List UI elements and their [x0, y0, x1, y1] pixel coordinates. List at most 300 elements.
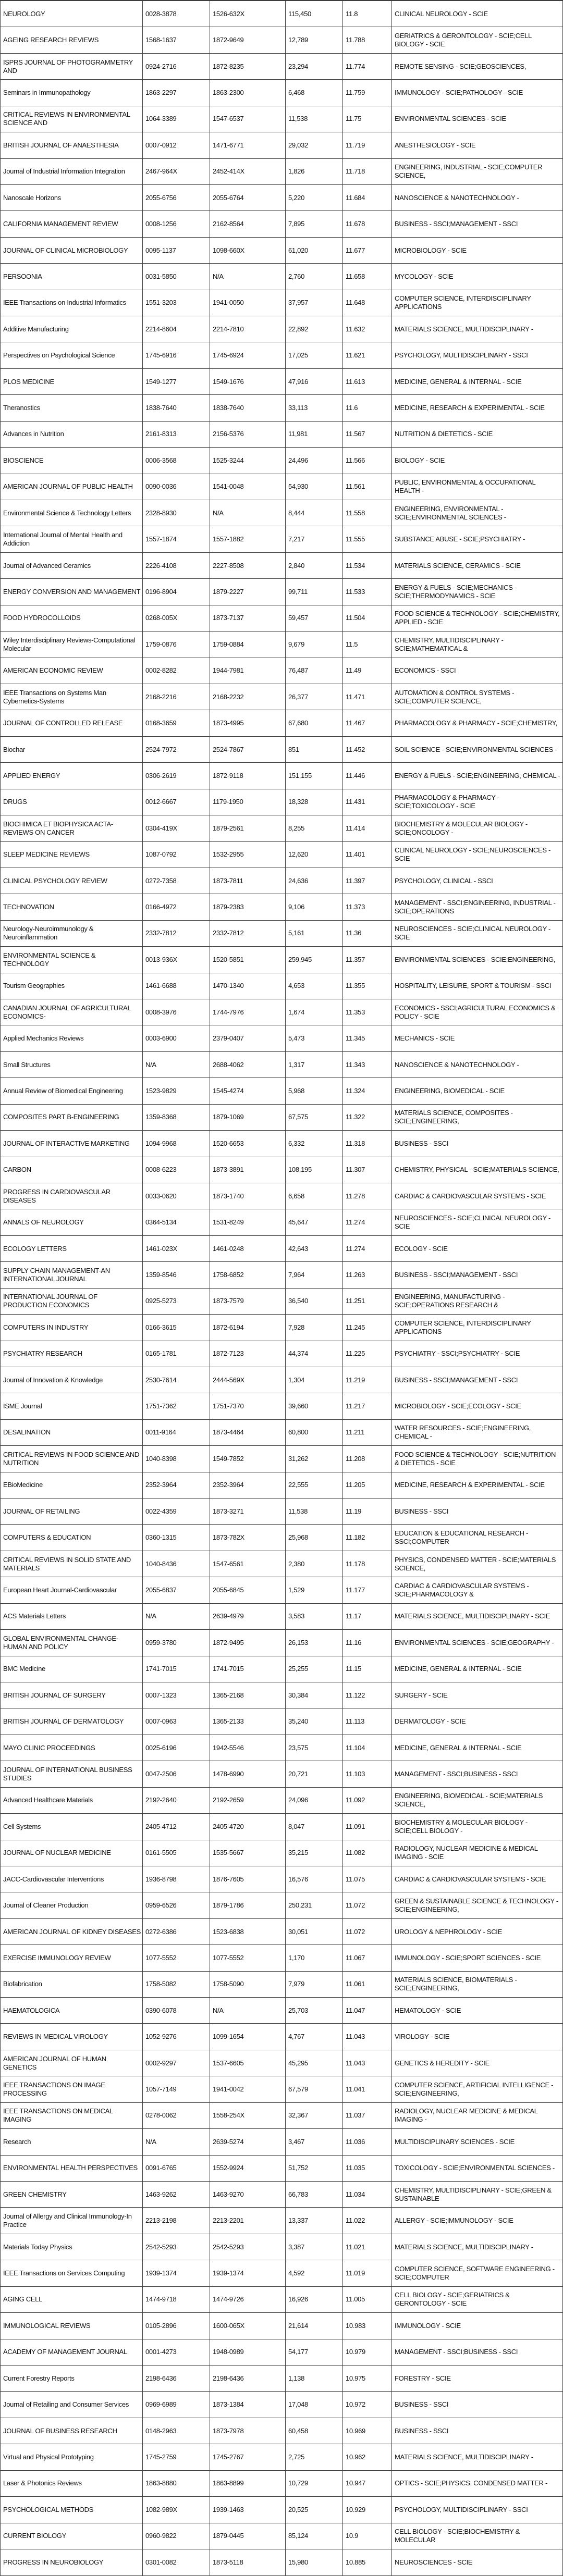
impact-factor-cell: 11.36	[343, 921, 392, 946]
table-row	[1, 2050, 562, 2076]
table-row	[1, 658, 562, 684]
issn-cell: 0304-419X	[143, 815, 210, 841]
journal-name-cell: Perspectives on Psychological Science	[1, 342, 143, 368]
journal-name-cell: CARBON	[1, 1157, 143, 1183]
impact-factor-cell: 11.8	[343, 1, 392, 27]
total-cites-cell: 108,195	[286, 1157, 343, 1183]
issn-cell: 1040-8398	[143, 1446, 210, 1471]
total-cites-cell: 7,979	[286, 1972, 343, 1997]
category-cell: CELL BIOLOGY - SCIE;GERIATRICS & GERONTOLOGY - SCIE	[395, 2291, 510, 2308]
impact-factor-cell: 10.9	[343, 2523, 392, 2549]
category-cell: SUBSTANCE ABUSE - SCIE;PSYCHIATRY -	[395, 535, 525, 543]
eissn-cell: 1365-2133	[210, 1708, 286, 1734]
category-cell: MATERIALS SCIENCE, CERAMICS - SCIE	[395, 561, 521, 569]
eissn-cell: 2156-5376	[210, 422, 286, 447]
impact-factor-cell: 10.975	[343, 2366, 392, 2391]
issn-cell: 0360-1315	[143, 1525, 210, 1550]
eissn-cell: 1741-7015	[210, 1656, 286, 1682]
eissn-cell: 2352-3964	[210, 1472, 286, 1498]
total-cites-cell: 24,636	[286, 868, 343, 894]
table-row	[1, 605, 562, 631]
total-cites-cell: 36,540	[286, 1289, 343, 1314]
table-row	[1, 684, 562, 710]
issn-cell: 2226-4108	[143, 553, 210, 578]
category-cell: PSYCHOLOGY, MULTIDISCIPLINARY - SSCI	[395, 2505, 528, 2513]
impact-factor-cell: 11.035	[343, 2156, 392, 2181]
eissn-cell: 1941-0050	[210, 290, 286, 316]
category-cell: IMMUNOLOGY - SCIE;SPORT SCIENCES - SCIE	[395, 1953, 541, 1962]
category-cell: HEMATOLOGY - SCIE	[395, 2006, 461, 2014]
total-cites-cell: 7,217	[286, 526, 343, 552]
table-row	[1, 1761, 562, 1787]
total-cites-cell: 76,487	[286, 658, 343, 684]
issn-cell: 1549-1277	[143, 369, 210, 394]
impact-factor-cell: 11.343	[343, 1052, 392, 1078]
issn-cell: 2055-6837	[143, 1577, 210, 1603]
total-cites-cell: 23,294	[286, 54, 343, 79]
journal-name-cell: NEUROLOGY	[1, 1, 143, 27]
total-cites-cell: 37,957	[286, 290, 343, 316]
impact-factor-cell: 11.774	[343, 54, 392, 79]
table-row	[1, 211, 562, 237]
category-cell: ENGINEERING, BIOMEDICAL - SCIE;MATERIALS SCIENCE,	[395, 1792, 543, 1809]
total-cites-cell: 54,930	[286, 474, 343, 500]
total-cites-cell: 1,170	[286, 1945, 343, 1971]
table-row	[1, 1262, 562, 1288]
total-cites-cell: 67,575	[286, 1105, 343, 1130]
category-cell: MATERIALS SCIENCE, BIOMATERIALS - SCIE;ENGINEERING,	[395, 1976, 517, 1992]
impact-factor-cell: 11.075	[343, 1866, 392, 1892]
journal-name-cell: IMMUNOLOGICAL REVIEWS	[1, 2313, 143, 2338]
eissn-cell: 1873-7978	[210, 2418, 286, 2444]
journal-name-cell: INTERNATIONAL JOURNAL OF PRODUCTION ECONOMICS	[1, 1289, 143, 1314]
issn-cell: 0105-2896	[143, 2313, 210, 2338]
eissn-cell: 1520-6653	[210, 1131, 286, 1156]
category-cell: MATERIALS SCIENCE, MULTIDISCIPLINARY -	[395, 2243, 533, 2251]
total-cites-cell: 4,653	[286, 973, 343, 999]
journal-name-cell: AGEING RESEARCH REVIEWS	[1, 27, 143, 53]
journal-name-cell: JOURNAL OF NUCLEAR MEDICINE	[1, 1840, 143, 1866]
issn-cell: 0969-6989	[143, 2392, 210, 2417]
total-cites-cell: 23,575	[286, 1735, 343, 1761]
journal-name-cell: EXERCISE IMMUNOLOGY REVIEW	[1, 1945, 143, 1971]
total-cites-cell: 26,377	[286, 684, 343, 710]
eissn-cell: 1478-6990	[210, 1761, 286, 1787]
issn-cell: 2352-3964	[143, 1472, 210, 1498]
issn-cell: 0278-0062	[143, 2103, 210, 2128]
category-cell: ENVIRONMENTAL SCIENCES - SCIE;ENGINEERING,	[395, 955, 556, 963]
eissn-cell: 1758-6852	[210, 1262, 286, 1287]
impact-factor-cell: 11.067	[343, 1945, 392, 1971]
category-cell: REMOTE SENSING - SCIE;GEOSCIENCES,	[395, 62, 527, 70]
category-cell: BUSINESS - SSCI	[395, 1507, 449, 1515]
issn-cell: 2198-6436	[143, 2366, 210, 2391]
table-row	[1, 1341, 562, 1367]
table-row	[1, 1551, 562, 1577]
issn-cell: 1461-023X	[143, 1236, 210, 1261]
journal-name-cell: AGING CELL	[1, 2287, 143, 2312]
journal-name-cell: PSYCHIATRY RESEARCH	[1, 1341, 143, 1367]
impact-factor-cell: 11.632	[343, 316, 392, 342]
total-cites-cell: 3,583	[286, 1604, 343, 1629]
journal-name-cell: Annual Review of Biomedical Engineering	[1, 1078, 143, 1104]
journal-name-cell: EBioMedicine	[1, 1472, 143, 1498]
impact-factor-cell: 10.972	[343, 2392, 392, 2417]
table-row	[1, 1315, 562, 1341]
eissn-cell: 1873-7579	[210, 1289, 286, 1314]
eissn-cell: 1541-0048	[210, 474, 286, 500]
category-cell: PHARMACOLOGY & PHARMACY - SCIE;CHEMISTRY,	[395, 719, 557, 727]
impact-factor-cell: 11.5	[343, 631, 392, 657]
table-row	[1, 2103, 562, 2129]
total-cites-cell: 32,367	[286, 2103, 343, 2128]
journal-name-cell: Cell Systems	[1, 1814, 143, 1839]
eissn-cell: 2379-0407	[210, 1025, 286, 1051]
category-cell: COMPUTER SCIENCE, INTERDISCIPLINARY APPLICATIONS	[395, 294, 531, 311]
journal-name-cell: Theranostics	[1, 395, 143, 420]
category-cell: IMMUNOLOGY - SCIE	[395, 2321, 461, 2330]
total-cites-cell: 259,945	[286, 947, 343, 972]
total-cites-cell: 9,106	[286, 894, 343, 920]
eissn-cell: 1520-5851	[210, 947, 286, 972]
eissn-cell: 1545-4274	[210, 1078, 286, 1104]
table-row	[1, 999, 562, 1025]
table-row	[1, 2024, 562, 2050]
impact-factor-cell: 11.263	[343, 1262, 392, 1287]
impact-factor-cell: 11.005	[343, 2287, 392, 2312]
category-cell: MICROBIOLOGY - SCIE;ECOLOGY - SCIE	[395, 1402, 521, 1410]
issn-cell: 1040-8436	[143, 1551, 210, 1577]
table-row	[1, 710, 562, 736]
issn-cell: 1474-9718	[143, 2287, 210, 2312]
total-cites-cell: 1,826	[286, 159, 343, 184]
issn-cell: 0959-6526	[143, 1892, 210, 1918]
total-cites-cell: 60,800	[286, 1420, 343, 1445]
total-cites-cell: 16,926	[286, 2287, 343, 2312]
total-cites-cell: 1,304	[286, 1367, 343, 1393]
category-cell: MATERIALS SCIENCE, MULTIDISCIPLINARY -	[395, 2453, 533, 2461]
impact-factor-cell: 11.113	[343, 1708, 392, 1734]
issn-cell: 0007-0912	[143, 132, 210, 158]
table-row	[1, 1735, 562, 1761]
total-cites-cell: 18,328	[286, 789, 343, 815]
total-cites-cell: 67,680	[286, 710, 343, 736]
impact-factor-cell: 11.047	[343, 1998, 392, 2023]
category-cell: CLINICAL NEUROLOGY - SCIE;NEUROSCIENCES - SCIE	[395, 846, 551, 863]
total-cites-cell: 8,047	[286, 1814, 343, 1839]
table-row	[1, 1472, 562, 1498]
impact-factor-cell: 11.555	[343, 526, 392, 552]
eissn-cell: 2055-6764	[210, 185, 286, 210]
table-row	[1, 2287, 562, 2313]
journal-name-cell: BMC Medicine	[1, 1656, 143, 1682]
table-row	[1, 842, 562, 868]
total-cites-cell: 3,467	[286, 2129, 343, 2154]
impact-factor-cell: 11.658	[343, 264, 392, 289]
issn-cell: 0002-9297	[143, 2050, 210, 2076]
category-cell: ANESTHESIOLOGY - SCIE	[395, 141, 476, 149]
issn-cell: 2055-6756	[143, 185, 210, 210]
table-row	[1, 448, 562, 474]
total-cites-cell: 11,981	[286, 422, 343, 447]
impact-factor-cell: 11.318	[343, 1131, 392, 1156]
category-cell: ECOLOGY - SCIE	[395, 1244, 448, 1253]
journal-name-cell: Small Structures	[1, 1052, 143, 1078]
impact-factor-cell: 10.983	[343, 2313, 392, 2338]
journal-name-cell: CANADIAN JOURNAL OF AGRICULTURAL ECONOMICS-	[1, 999, 143, 1025]
journal-name-cell: IEEE Transactions on Services Computing	[1, 2260, 143, 2286]
journal-name-cell: CALIFORNIA MANAGEMENT REVIEW	[1, 211, 143, 237]
total-cites-cell: 35,215	[286, 1840, 343, 1866]
category-cell: MEDICINE, RESEARCH & EXPERIMENTAL - SCIE	[395, 1481, 545, 1489]
table-row	[1, 2260, 562, 2286]
issn-cell: 0306-2619	[143, 763, 210, 788]
category-cell: CELL BIOLOGY - SCIE;BIOCHEMISTRY & MOLECULAR	[395, 2528, 520, 2544]
table-row	[1, 1945, 562, 1971]
category-cell: ENGINEERING, ENVIRONMENTAL - SCIE;ENVIRONMENTAL SCIENCES -	[395, 504, 506, 521]
issn-cell: 0390-6078	[143, 1998, 210, 2023]
eissn-cell: 1558-254X	[210, 2103, 286, 2128]
eissn-cell: 2332-7812	[210, 921, 286, 946]
total-cites-cell: 29,032	[286, 132, 343, 158]
impact-factor-cell: 10.979	[343, 2339, 392, 2365]
table-row	[1, 1788, 562, 1814]
issn-cell: 0091-6765	[143, 2156, 210, 2181]
total-cites-cell: 7,928	[286, 1315, 343, 1340]
impact-factor-cell: 10.962	[343, 2444, 392, 2470]
category-cell: PSYCHOLOGY, CLINICAL - SSCI	[395, 876, 493, 885]
category-cell: ENVIRONMENTAL SCIENCES - SCIE	[395, 115, 506, 123]
category-cell: PSYCHIATRY - SSCI;PSYCHIATRY - SCIE	[395, 1349, 520, 1358]
eissn-cell: 2639-5274	[210, 2129, 286, 2154]
total-cites-cell: 11,538	[286, 106, 343, 132]
category-cell: MICROBIOLOGY - SCIE	[395, 246, 467, 254]
table-row	[1, 1498, 562, 1525]
issn-cell: 1064-3389	[143, 106, 210, 132]
total-cites-cell: 15,980	[286, 2549, 343, 2575]
issn-cell: 0007-1323	[143, 1682, 210, 1708]
eissn-cell: 1876-7605	[210, 1866, 286, 1892]
table-row	[1, 1866, 562, 1892]
issn-cell: 0268-005X	[143, 605, 210, 631]
eissn-cell: 2214-7810	[210, 316, 286, 342]
table-row	[1, 1446, 562, 1472]
impact-factor-cell: 11.072	[343, 1919, 392, 1945]
eissn-cell: 2055-6845	[210, 1577, 286, 1603]
eissn-cell: 2162-8564	[210, 211, 286, 237]
total-cites-cell: 5,220	[286, 185, 343, 210]
journal-name-cell: GREEN CHEMISTRY	[1, 2182, 143, 2207]
total-cites-cell: 25,255	[286, 1656, 343, 1682]
table-row	[1, 2156, 562, 2182]
journal-name-cell: ENERGY CONVERSION AND MANAGEMENT	[1, 579, 143, 604]
impact-factor-cell: 11.718	[343, 159, 392, 184]
eissn-cell: 1535-5667	[210, 1840, 286, 1866]
table-row	[1, 894, 562, 920]
eissn-cell: 1098-660X	[210, 238, 286, 263]
journal-name-cell: Biochar	[1, 737, 143, 762]
impact-factor-cell: 11.759	[343, 80, 392, 105]
category-cell: OPTICS - SCIE;PHYSICS, CONDENSED MATTER -	[395, 2479, 547, 2487]
journal-name-cell: AMERICAN JOURNAL OF HUMAN GENETICS	[1, 2050, 143, 2076]
eissn-cell: 1758-5090	[210, 1972, 286, 1997]
category-cell: MEDICINE, GENERAL & INTERNAL - SCIE	[395, 1665, 522, 1673]
journal-name-cell: APPLIED ENERGY	[1, 763, 143, 788]
eissn-cell: 2198-6436	[210, 2366, 286, 2391]
eissn-cell: 2168-2232	[210, 684, 286, 710]
journal-name-cell: Journal of Innovation & Knowledge	[1, 1367, 143, 1393]
category-cell: PUBLIC, ENVIRONMENTAL & OCCUPATIONAL HEALTH -	[395, 478, 535, 495]
impact-factor-cell: 11.219	[343, 1367, 392, 1393]
issn-cell: 0095-1137	[143, 238, 210, 263]
table-row	[1, 27, 562, 53]
total-cites-cell: 47,916	[286, 369, 343, 394]
category-cell: CARDIAC & CARDIOVASCULAR SYSTEMS - SCIE	[395, 1875, 546, 1883]
total-cites-cell: 35,240	[286, 1708, 343, 1734]
journal-name-cell: CURRENT BIOLOGY	[1, 2523, 143, 2549]
category-cell: HOSPITALITY, LEISURE, SPORT & TOURISM - SSCI	[395, 982, 552, 990]
category-cell: NANOSCIENCE & NANOTECHNOLOGY -	[395, 1060, 519, 1069]
eissn-cell: 2192-2659	[210, 1788, 286, 1813]
table-row	[1, 342, 562, 368]
category-cell: MEDICINE, GENERAL & INTERNAL - SCIE	[395, 1743, 522, 1752]
impact-factor-cell: 11.533	[343, 579, 392, 604]
impact-factor-cell: 11.324	[343, 1078, 392, 1104]
impact-factor-cell: 11.034	[343, 2182, 392, 2207]
impact-factor-cell: 11.16	[343, 1630, 392, 1655]
impact-factor-cell: 11.041	[343, 2076, 392, 2102]
category-cell: SURGERY - SCIE	[395, 1691, 448, 1699]
total-cites-cell: 1,317	[286, 1052, 343, 1078]
eissn-cell: 1552-9924	[210, 2156, 286, 2181]
issn-cell: 2530-7614	[143, 1367, 210, 1393]
impact-factor-cell: 11.072	[343, 1892, 392, 1918]
issn-cell: 1052-9276	[143, 2024, 210, 2049]
journal-name-cell: PERSOONIA	[1, 264, 143, 289]
impact-factor-cell: 11.061	[343, 1972, 392, 1997]
category-cell: CHEMISTRY, PHYSICAL - SCIE;MATERIALS SCIENCE,	[395, 1166, 559, 1174]
issn-cell: 0001-4273	[143, 2339, 210, 2365]
total-cites-cell: 45,295	[286, 2050, 343, 2076]
issn-cell: 0272-7358	[143, 868, 210, 894]
table-row	[1, 54, 562, 80]
issn-cell: 0022-4359	[143, 1498, 210, 1524]
table-row	[1, 1972, 562, 1998]
category-cell: GREEN & SUSTAINABLE SCIENCE & TECHNOLOGY - SCIE;ENGINEERING,	[395, 1897, 558, 1914]
journal-name-cell: Research	[1, 2129, 143, 2154]
journal-name-cell: IEEE TRANSACTIONS ON IMAGE PROCESSING	[1, 2076, 143, 2102]
table-row	[1, 579, 562, 605]
impact-factor-cell: 11.357	[343, 947, 392, 972]
total-cites-cell: 25,968	[286, 1525, 343, 1550]
table-row	[1, 1998, 562, 2024]
impact-factor-cell: 11.353	[343, 999, 392, 1025]
category-cell: MATERIALS SCIENCE, COMPOSITES - SCIE;ENGINEERING,	[395, 1109, 513, 1125]
category-cell: GENETICS & HEREDITY - SCIE	[395, 2059, 489, 2067]
eissn-cell: 2405-4720	[210, 1814, 286, 1839]
journal-name-cell: Journal of Advanced Ceramics	[1, 553, 143, 578]
journal-name-cell: ACS Materials Letters	[1, 1604, 143, 1629]
issn-cell: 1758-5082	[143, 1972, 210, 1997]
journal-name-cell: Additive Manufacturing	[1, 316, 143, 342]
eissn-cell: 1879-0445	[210, 2523, 286, 2549]
journal-name-cell: Seminars in Immunopathology	[1, 80, 143, 105]
journal-name-cell: SLEEP MEDICINE REVIEWS	[1, 842, 143, 868]
table-row	[1, 947, 562, 973]
journal-name-cell: Nanoscale Horizons	[1, 185, 143, 210]
issn-cell: 0925-5273	[143, 1289, 210, 1314]
table-row	[1, 763, 562, 789]
eissn-cell: 1941-0042	[210, 2076, 286, 2102]
impact-factor-cell: 11.178	[343, 1551, 392, 1577]
total-cites-cell: 8,444	[286, 500, 343, 526]
table-row	[1, 526, 562, 552]
journal-name-cell: Neurology-Neuroimmunology & Neuroinflammation	[1, 921, 143, 946]
eissn-cell: N/A	[210, 500, 286, 526]
impact-factor-cell: 11.621	[343, 342, 392, 368]
impact-factor-cell: 11.397	[343, 868, 392, 894]
category-cell: ENGINEERING, INDUSTRIAL - SCIE;COMPUTER SCIENCE,	[395, 163, 543, 180]
category-cell: MANAGEMENT - SSCI;BUSINESS - SSCI	[395, 1769, 518, 1778]
impact-factor-cell: 11.037	[343, 2103, 392, 2128]
eissn-cell: 1873-4464	[210, 1420, 286, 1445]
impact-factor-cell: 11.278	[343, 1183, 392, 1209]
journal-name-cell: Tourism Geographies	[1, 973, 143, 999]
category-cell: MATERIALS SCIENCE, MULTIDISCIPLINARY - SCIE	[395, 1612, 550, 1620]
impact-factor-cell: 11.245	[343, 1315, 392, 1340]
issn-cell: 2405-4712	[143, 1814, 210, 1839]
eissn-cell: 1863-2300	[210, 80, 286, 105]
eissn-cell: 2452-414X	[210, 159, 286, 184]
table-row	[1, 1919, 562, 1945]
eissn-cell: 1872-9118	[210, 763, 286, 788]
journal-name-cell: ANNALS OF NEUROLOGY	[1, 1209, 143, 1235]
impact-factor-cell: 11.355	[343, 973, 392, 999]
impact-factor-cell: 10.929	[343, 2497, 392, 2522]
eissn-cell: 1872-9495	[210, 1630, 286, 1655]
table-row	[1, 185, 562, 211]
total-cites-cell: 5,161	[286, 921, 343, 946]
table-row	[1, 1525, 562, 1551]
impact-factor-cell: 11.022	[343, 2208, 392, 2233]
journal-name-cell: CRITICAL REVIEWS IN ENVIRONMENTAL SCIENCE AND	[1, 106, 143, 132]
impact-factor-cell: 11.091	[343, 1814, 392, 1839]
impact-factor-cell: 11.043	[343, 2050, 392, 2076]
total-cites-cell: 20,721	[286, 1761, 343, 1787]
journal-name-cell: JOURNAL OF INTERNATIONAL BUSINESS STUDIES	[1, 1761, 143, 1787]
issn-cell: 1359-8546	[143, 1262, 210, 1287]
category-cell: MULTIDISCIPLINARY SCIENCES - SCIE	[395, 2137, 515, 2146]
journal-name-cell: ENVIRONMENTAL SCIENCE & TECHNOLOGY	[1, 947, 143, 972]
eissn-cell: 1557-1882	[210, 526, 286, 552]
total-cites-cell: 7,895	[286, 211, 343, 237]
journal-name-cell: COMPUTERS IN INDUSTRY	[1, 1315, 143, 1340]
table-row	[1, 2076, 562, 2102]
total-cites-cell: 5,968	[286, 1078, 343, 1104]
total-cites-cell: 59,457	[286, 605, 343, 631]
category-cell: FOOD SCIENCE & TECHNOLOGY - SCIE;NUTRITION & DIETETICS - SCIE	[395, 1450, 556, 1467]
total-cites-cell: 851	[286, 737, 343, 762]
journal-name-cell: BRITISH JOURNAL OF SURGERY	[1, 1682, 143, 1708]
total-cites-cell: 99,711	[286, 579, 343, 604]
issn-cell: 1741-7015	[143, 1656, 210, 1682]
impact-factor-cell: 11.17	[343, 1604, 392, 1629]
eissn-cell: 1525-3244	[210, 448, 286, 473]
impact-factor-cell: 11.534	[343, 553, 392, 578]
issn-cell: 2192-2640	[143, 1788, 210, 1813]
issn-cell: 2161-8313	[143, 422, 210, 447]
impact-factor-cell: 11.021	[343, 2234, 392, 2260]
